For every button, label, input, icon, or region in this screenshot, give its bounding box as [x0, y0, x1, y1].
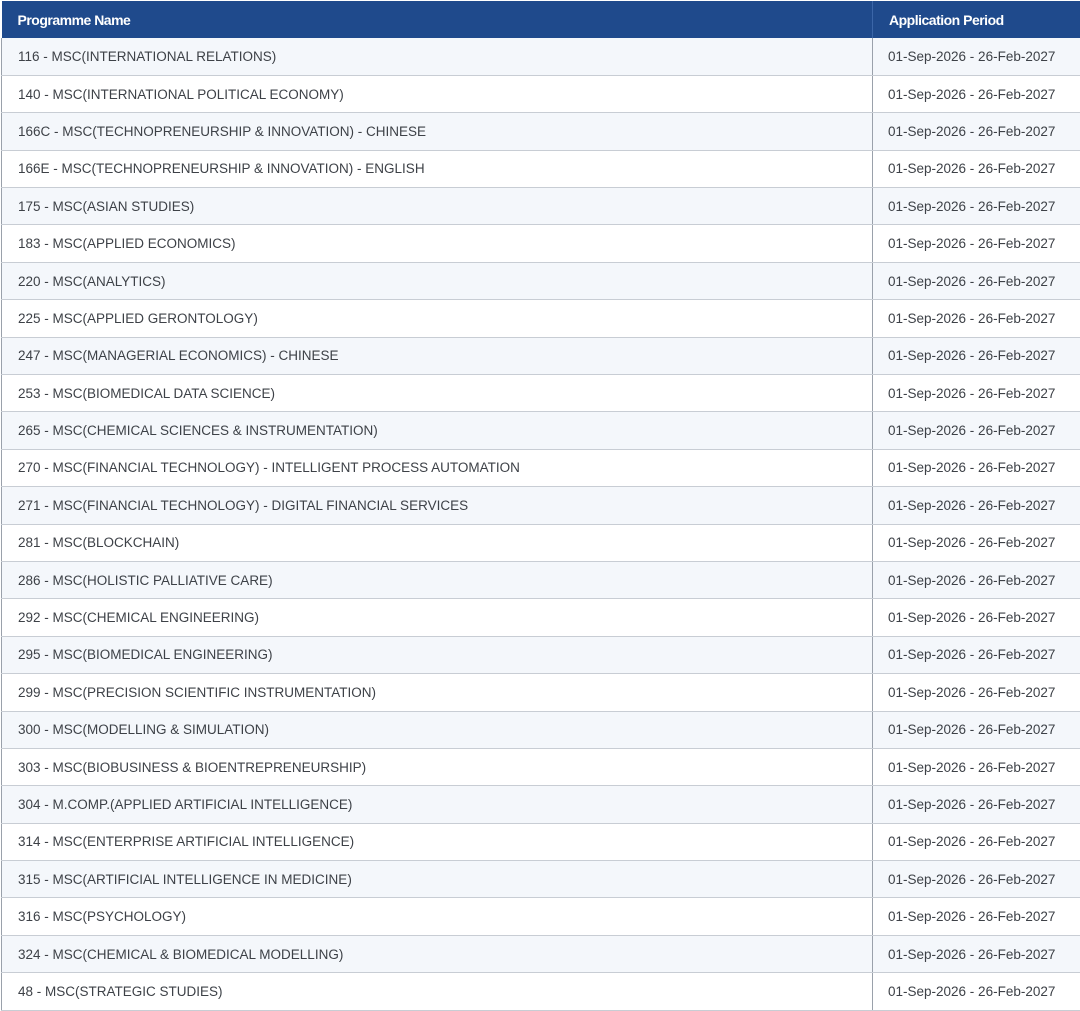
application-period-cell: 01-Sep-2026 - 26-Feb-2027 [873, 898, 1080, 935]
application-period-cell: 01-Sep-2026 - 26-Feb-2027 [873, 748, 1080, 785]
application-period-cell: 01-Sep-2026 - 26-Feb-2027 [873, 75, 1080, 112]
table-row [2, 935, 1080, 972]
programme-name-cell: 270 - MSC(FINANCIAL TECHNOLOGY) - INTELLIGENT PROCESS AUTOMATION [2, 449, 873, 486]
header-programme-name: Programme Name [2, 1, 873, 38]
programme-name-cell: 220 - MSC(ANALYTICS) [2, 262, 873, 299]
programme-name-cell: 166C - MSC(TECHNOPRENEURSHIP & INNOVATION) - CHINESE [2, 113, 873, 150]
application-period-cell: 01-Sep-2026 - 26-Feb-2027 [873, 300, 1080, 337]
programme-name-cell: 48 - MSC(STRATEGIC STUDIES) [2, 973, 873, 1010]
application-period-cell: 01-Sep-2026 - 26-Feb-2027 [873, 188, 1080, 225]
application-period-cell: 01-Sep-2026 - 26-Feb-2027 [873, 561, 1080, 598]
programme-name-cell: 300 - MSC(MODELLING & SIMULATION) [2, 711, 873, 748]
header-application-period: Application Period [873, 1, 1080, 38]
programme-name-cell: 304 - M.COMP.(APPLIED ARTIFICIAL INTELLIGENCE) [2, 786, 873, 823]
application-period-cell: 01-Sep-2026 - 26-Feb-2027 [873, 113, 1080, 150]
table-row [2, 449, 1080, 486]
table-row [2, 188, 1080, 225]
programme-name-cell: 286 - MSC(HOLISTIC PALLIATIVE CARE) [2, 561, 873, 598]
application-period-cell: 01-Sep-2026 - 26-Feb-2027 [873, 150, 1080, 187]
table-row [2, 150, 1080, 187]
table-row [2, 262, 1080, 299]
application-period-cell: 01-Sep-2026 - 26-Feb-2027 [873, 225, 1080, 262]
table-row [2, 823, 1080, 860]
table-row [2, 674, 1080, 711]
table-row [2, 375, 1080, 412]
programme-name-cell: 303 - MSC(BIOBUSINESS & BIOENTREPRENEURSHIP) [2, 748, 873, 785]
table-row [2, 225, 1080, 262]
programme-name-cell: 292 - MSC(CHEMICAL ENGINEERING) [2, 599, 873, 636]
table-row [2, 861, 1080, 898]
application-period-cell: 01-Sep-2026 - 26-Feb-2027 [873, 412, 1080, 449]
programme-name-cell: 247 - MSC(MANAGERIAL ECONOMICS) - CHINESE [2, 337, 873, 374]
table-row [2, 75, 1080, 112]
programme-name-cell: 166E - MSC(TECHNOPRENEURSHIP & INNOVATION) - ENGLISH [2, 150, 873, 187]
programme-name-cell: 265 - MSC(CHEMICAL SCIENCES & INSTRUMENTATION) [2, 412, 873, 449]
table-row [2, 412, 1080, 449]
application-period-cell: 01-Sep-2026 - 26-Feb-2027 [873, 935, 1080, 972]
table-row [2, 711, 1080, 748]
table-row [2, 487, 1080, 524]
table-row [2, 561, 1080, 598]
application-period-cell: 01-Sep-2026 - 26-Feb-2027 [873, 337, 1080, 374]
programme-name-cell: 316 - MSC(PSYCHOLOGY) [2, 898, 873, 935]
programme-name-cell: 225 - MSC(APPLIED GERONTOLOGY) [2, 300, 873, 337]
programme-name-cell: 295 - MSC(BIOMEDICAL ENGINEERING) [2, 636, 873, 673]
application-period-cell: 01-Sep-2026 - 26-Feb-2027 [873, 599, 1080, 636]
application-period-cell: 01-Sep-2026 - 26-Feb-2027 [873, 449, 1080, 486]
application-period-cell: 01-Sep-2026 - 26-Feb-2027 [873, 38, 1080, 75]
programme-name-cell: 253 - MSC(BIOMEDICAL DATA SCIENCE) [2, 375, 873, 412]
programme-name-cell: 140 - MSC(INTERNATIONAL POLITICAL ECONOMY) [2, 75, 873, 112]
table-row [2, 113, 1080, 150]
table-row [2, 898, 1080, 935]
programme-name-cell: 299 - MSC(PRECISION SCIENTIFIC INSTRUMENTATION) [2, 674, 873, 711]
programme-table [1, 1, 1080, 1011]
table-body [2, 38, 1080, 1010]
application-period-cell: 01-Sep-2026 - 26-Feb-2027 [873, 524, 1080, 561]
programme-name-cell: 315 - MSC(ARTIFICIAL INTELLIGENCE IN MEDICINE) [2, 861, 873, 898]
table-row [2, 636, 1080, 673]
application-period-cell: 01-Sep-2026 - 26-Feb-2027 [873, 973, 1080, 1010]
application-period-cell: 01-Sep-2026 - 26-Feb-2027 [873, 823, 1080, 860]
programme-name-cell: 183 - MSC(APPLIED ECONOMICS) [2, 225, 873, 262]
application-period-cell: 01-Sep-2026 - 26-Feb-2027 [873, 711, 1080, 748]
application-period-cell: 01-Sep-2026 - 26-Feb-2027 [873, 375, 1080, 412]
table-row [2, 599, 1080, 636]
table-header [2, 1, 1080, 38]
programme-name-cell: 281 - MSC(BLOCKCHAIN) [2, 524, 873, 561]
table-row [2, 524, 1080, 561]
programme-name-cell: 116 - MSC(INTERNATIONAL RELATIONS) [2, 38, 873, 75]
table-row [2, 786, 1080, 823]
application-period-cell: 01-Sep-2026 - 26-Feb-2027 [873, 262, 1080, 299]
application-period-cell: 01-Sep-2026 - 26-Feb-2027 [873, 786, 1080, 823]
programme-name-cell: 175 - MSC(ASIAN STUDIES) [2, 188, 873, 225]
programme-name-cell: 271 - MSC(FINANCIAL TECHNOLOGY) - DIGITAL FINANCIAL SERVICES [2, 487, 873, 524]
application-period-cell: 01-Sep-2026 - 26-Feb-2027 [873, 636, 1080, 673]
table-row [2, 38, 1080, 75]
table-row [2, 748, 1080, 785]
programme-name-cell: 324 - MSC(CHEMICAL & BIOMEDICAL MODELLING) [2, 935, 873, 972]
application-period-cell: 01-Sep-2026 - 26-Feb-2027 [873, 861, 1080, 898]
table-row [2, 337, 1080, 374]
application-period-cell: 01-Sep-2026 - 26-Feb-2027 [873, 674, 1080, 711]
table-row [2, 973, 1080, 1010]
programme-name-cell: 314 - MSC(ENTERPRISE ARTIFICIAL INTELLIGENCE) [2, 823, 873, 860]
application-period-cell: 01-Sep-2026 - 26-Feb-2027 [873, 487, 1080, 524]
header-row [2, 1, 1080, 38]
table-row [2, 300, 1080, 337]
